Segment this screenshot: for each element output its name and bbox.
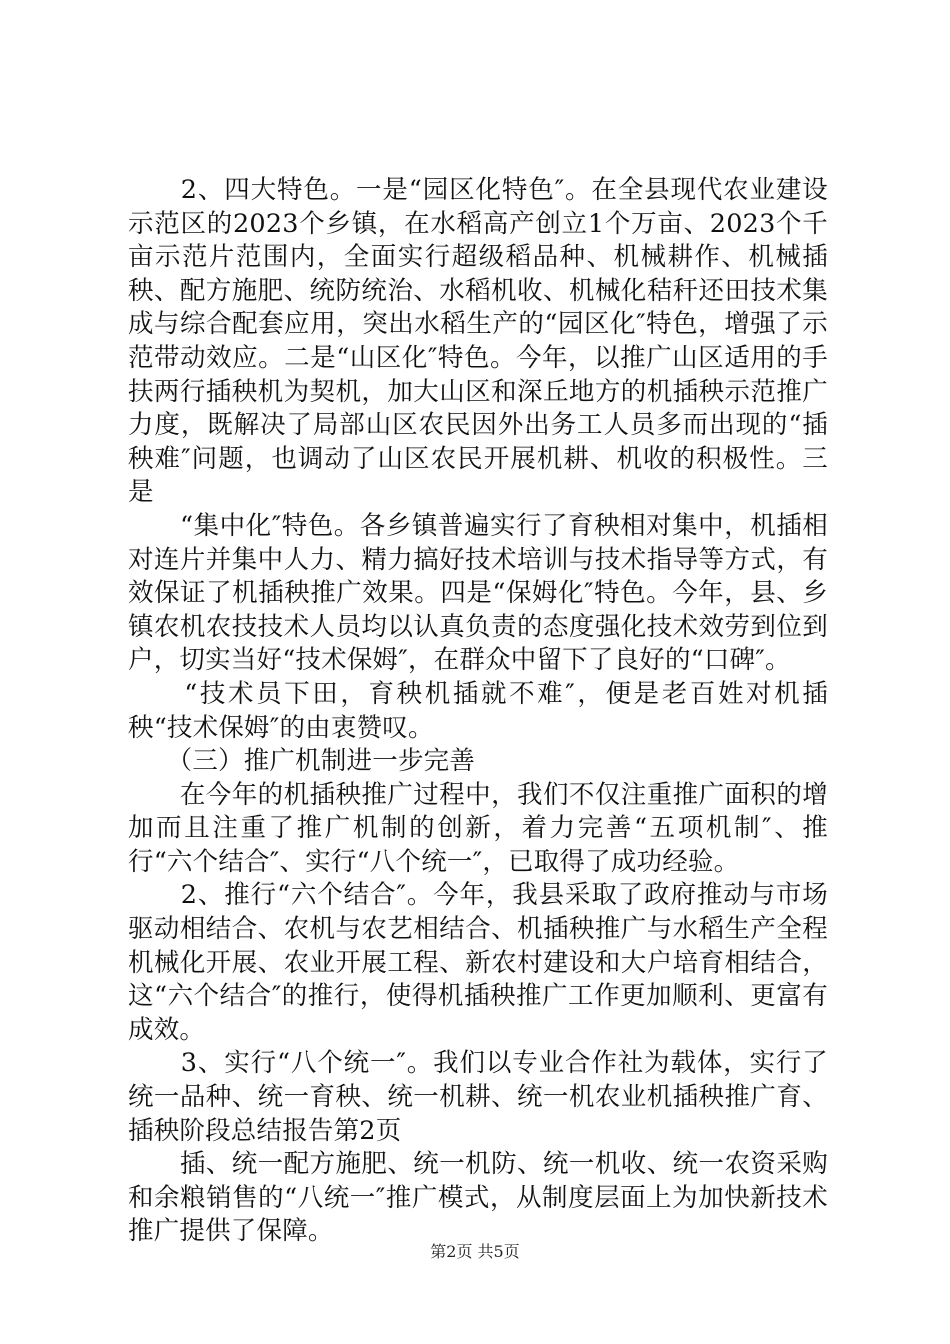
document-body xyxy=(128,174,828,1249)
paragraph-technician-quote: “技术员下田，育秧机插就不难″，便是老百姓对机插秧“技术保姆″的由衷赞叹。 xyxy=(128,678,828,743)
paragraph-four-features: 2、四大特色。一是“园区化特色″。在全县现代农业建设示范区的2023个乡镇，在水稻高产创立1个万亩、2023个千亩示范片范围内，全面实行超级稻品种、机械耕作、机械插秧、配方施肥、统防统治、水稻机收、机械化秸秆还田技术集成与综合配套应用，突出水稻生产的“园区化″特色，增强了示范带动效应。二是“山区化″特色。今年，以推广山区适用的手扶两行插秧机为契机，加大山区和深丘地方的机插秧示范推广力度，既解决了局部山区农民因外出务工人员多而出现的“插秧难″问题，也调动了山区农民开展机耕、机收的积极性。三是 xyxy=(128,175,828,508)
section-heading-mechanism: （三）推广机制进一步完善 xyxy=(128,746,476,777)
paragraph-eight-unifications-cont: 插、统一配方施肥、统一机防、统一机收、统一农资采购和余粮销售的“八统一″推广模式，从制度层面上为加快新技术推广提供了保障。 xyxy=(128,1149,828,1247)
paragraph-mechanism-intro: 在今年的机插秧推广过程中，我们不仅注重推广面积的增加而且注重了推广机制的创新，着力完善“五项机制″、推行“六个结合″、实行“八个统一″，已取得了成功经验。 xyxy=(128,779,828,877)
paragraph-centralized-feature: “集中化″特色。各乡镇普遍实行了育秧相对集中，机插相对连片并集中人力、精力搞好技术培训与技术指导等方式，有效保证了机插秧推广效果。四是“保姆化″特色。今年，县、乡镇农机农技技术人员均以认真负责的态度强化技术效劳到位到户，切实当好“技术保姆″，在群众中留下了良好的“口碑″。 xyxy=(128,510,828,676)
paragraph-six-combinations: 2、推行“六个结合″。今年，我县采取了政府推动与市场驱动相结合、农机与农艺相结合、机插秧推广与水稻生产全程机械化开展、农业开展工程、新农村建设和大户培育相结合，这“六个结合″的推行，使得机插秧推广工作更加顺利、更富有成效。 xyxy=(128,880,828,1045)
page-number-footer: 第2页 共5页 xyxy=(430,1242,520,1261)
paragraph-eight-unifications: 3、实行“八个统一″。我们以专业合作社为载体，实行了统一品种、统一育秧、统一机耕、统一机农业机插秧推广育、插秧阶段总结报告第2页 xyxy=(128,1048,828,1146)
